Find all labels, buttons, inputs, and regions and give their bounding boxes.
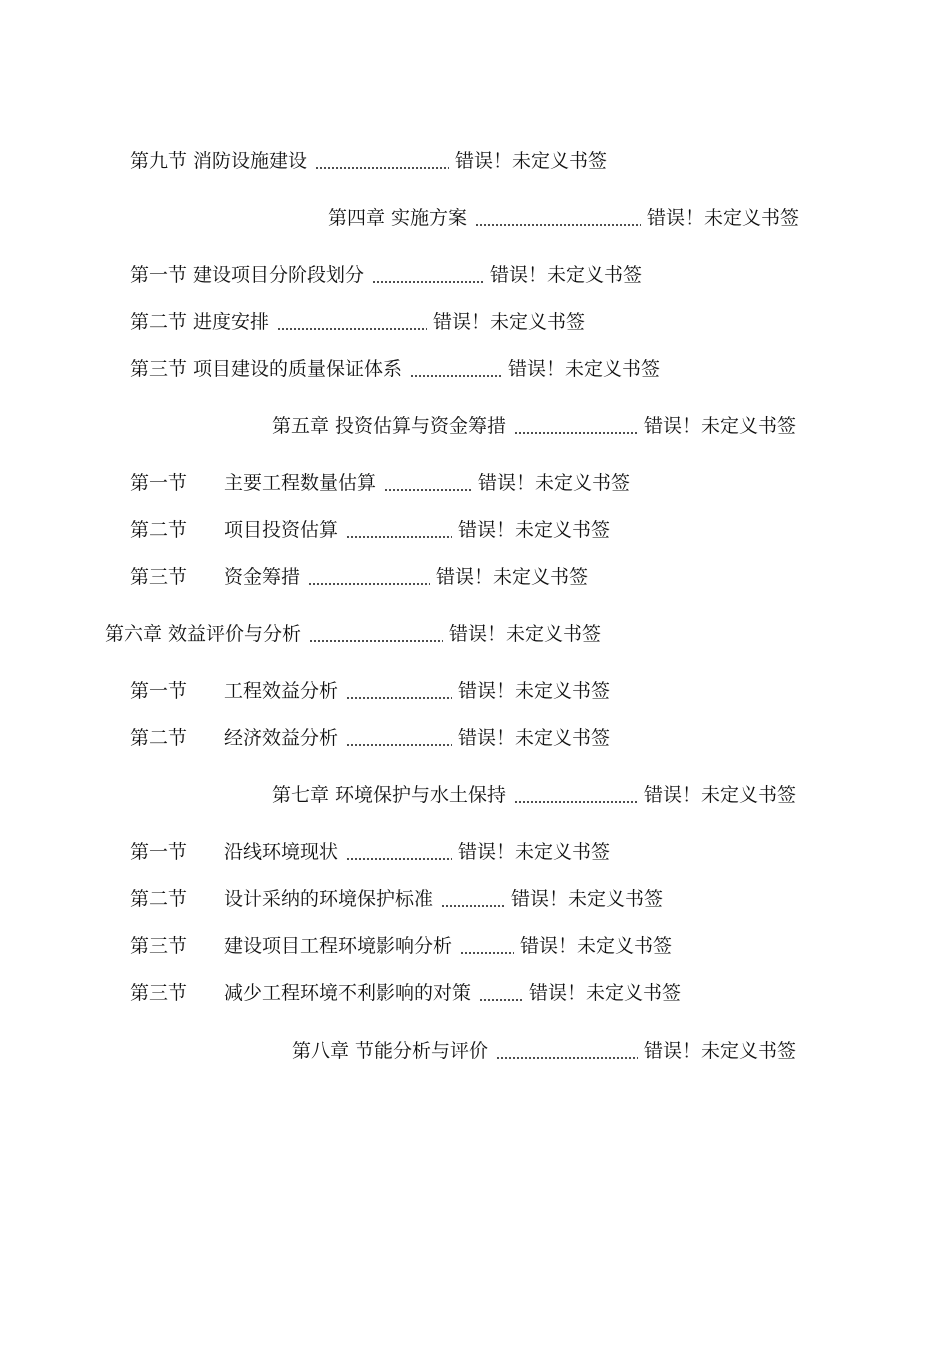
toc-entry[interactable] (272, 781, 796, 809)
toc-dot-leader (479, 979, 523, 1007)
toc-entry[interactable] (130, 147, 607, 175)
toc-entry-title: 主要工程数量估算 (224, 472, 377, 494)
toc-entry-reference: 错误！未定义书签 (433, 311, 586, 333)
toc-entry[interactable] (130, 677, 610, 705)
toc-dot-leader (346, 677, 452, 705)
toc-entry[interactable] (105, 620, 601, 648)
toc-entry[interactable] (130, 563, 588, 591)
toc-entry[interactable] (130, 724, 610, 752)
toc-entry-reference: 错误！未定义书签 (508, 358, 661, 380)
toc-entry-reference: 错误！未定义书签 (644, 415, 797, 437)
toc-entry-reference: 错误！未定义书签 (511, 888, 664, 910)
toc-dot-leader (441, 885, 505, 913)
toc-dot-leader (384, 469, 472, 497)
toc-dot-leader (514, 412, 638, 440)
toc-entry-number: 第二节 (130, 727, 188, 749)
toc-entry-number: 第二节 (130, 519, 188, 541)
toc-entry-reference: 错误！未定义书签 (644, 1040, 797, 1062)
toc-entry-number: 第一节 (130, 264, 188, 286)
toc-entry[interactable] (130, 932, 672, 960)
toc-entry[interactable] (130, 838, 610, 866)
toc-entry-title: 减少工程环境不利影响的对策 (224, 982, 472, 1004)
toc-entry-title: 建设项目分阶段划分 (193, 264, 365, 286)
toc-entry-reference: 错误！未定义书签 (449, 623, 602, 645)
toc-dot-leader (346, 724, 452, 752)
toc-dot-leader (308, 563, 430, 591)
toc-entry-title: 沿线环境现状 (224, 841, 339, 863)
toc-entry-number: 第九节 (130, 150, 188, 172)
toc-dot-leader (460, 932, 514, 960)
toc-entry-number: 第七章 (272, 784, 330, 806)
toc-dot-leader (277, 308, 427, 336)
toc-entry-number: 第一节 (130, 841, 188, 863)
toc-dot-leader (372, 261, 484, 289)
toc-entry-title: 建设项目工程环境影响分析 (224, 935, 453, 957)
toc-entry-number: 第二节 (130, 311, 188, 333)
toc-entry-reference: 错误！未定义书签 (455, 150, 608, 172)
toc-entry[interactable] (130, 885, 663, 913)
toc-entry-title: 项目投资估算 (224, 519, 339, 541)
toc-entry-title: 经济效益分析 (224, 727, 339, 749)
toc-entry-number: 第八章 (292, 1040, 350, 1062)
toc-entry[interactable] (328, 204, 799, 232)
toc-entry-number: 第三节 (130, 935, 188, 957)
toc-entry-reference: 错误！未定义书签 (529, 982, 682, 1004)
toc-entry[interactable] (272, 412, 796, 440)
toc-entry-number: 第三节 (130, 982, 188, 1004)
toc-entry-reference: 错误！未定义书签 (478, 472, 631, 494)
toc-entry-title: 进度安排 (193, 311, 270, 333)
toc-entry-title: 消防设施建设 (193, 150, 308, 172)
toc-entry-title: 效益评价与分析 (168, 623, 302, 645)
toc-entry-reference: 错误！未定义书签 (520, 935, 673, 957)
toc-entry-number: 第一节 (130, 472, 188, 494)
toc-dot-leader (315, 147, 449, 175)
toc-entry-title: 投资估算与资金筹措 (335, 415, 507, 437)
toc-dot-leader (410, 355, 502, 383)
toc-entry-number: 第三节 (130, 566, 188, 588)
toc-dot-leader (346, 516, 452, 544)
toc-entry-title: 资金筹措 (224, 566, 301, 588)
toc-entry[interactable] (130, 516, 610, 544)
toc-entry-number: 第六章 (105, 623, 163, 645)
toc-entry-reference: 错误！未定义书签 (458, 680, 611, 702)
toc-entry-title: 项目建设的质量保证体系 (193, 358, 403, 380)
toc-entry[interactable] (130, 261, 642, 289)
toc-dot-leader (346, 838, 452, 866)
toc-entry-title: 实施方案 (391, 207, 468, 229)
toc-entry-title: 节能分析与评价 (355, 1040, 489, 1062)
toc-entry-reference: 错误！未定义书签 (458, 727, 611, 749)
toc-dot-leader (475, 204, 641, 232)
toc-entry[interactable] (130, 469, 630, 497)
toc-entry-number: 第四章 (328, 207, 386, 229)
toc-entry[interactable] (130, 355, 660, 383)
toc-entry-reference: 错误！未定义书签 (458, 519, 611, 541)
toc-entry-reference: 错误！未定义书签 (436, 566, 589, 588)
toc-entry-reference: 错误！未定义书签 (647, 207, 800, 229)
toc-entry-reference: 错误！未定义书签 (490, 264, 643, 286)
toc-entry-number: 第二节 (130, 888, 188, 910)
toc-entry[interactable] (130, 979, 681, 1007)
toc-entry-reference: 错误！未定义书签 (458, 841, 611, 863)
toc-entry-number: 第三节 (130, 358, 188, 380)
toc-entry-title: 设计采纳的环境保护标准 (224, 888, 434, 910)
toc-entry[interactable] (130, 308, 585, 336)
toc-entry-number: 第一节 (130, 680, 188, 702)
toc-dot-leader (496, 1037, 638, 1065)
toc-entry-reference: 错误！未定义书签 (644, 784, 797, 806)
toc-dot-leader (309, 620, 443, 648)
toc-entry-title: 工程效益分析 (224, 680, 339, 702)
toc-entry-title: 环境保护与水土保持 (335, 784, 507, 806)
toc-entry-number: 第五章 (272, 415, 330, 437)
toc-dot-leader (514, 781, 638, 809)
toc-entry[interactable] (292, 1037, 796, 1065)
